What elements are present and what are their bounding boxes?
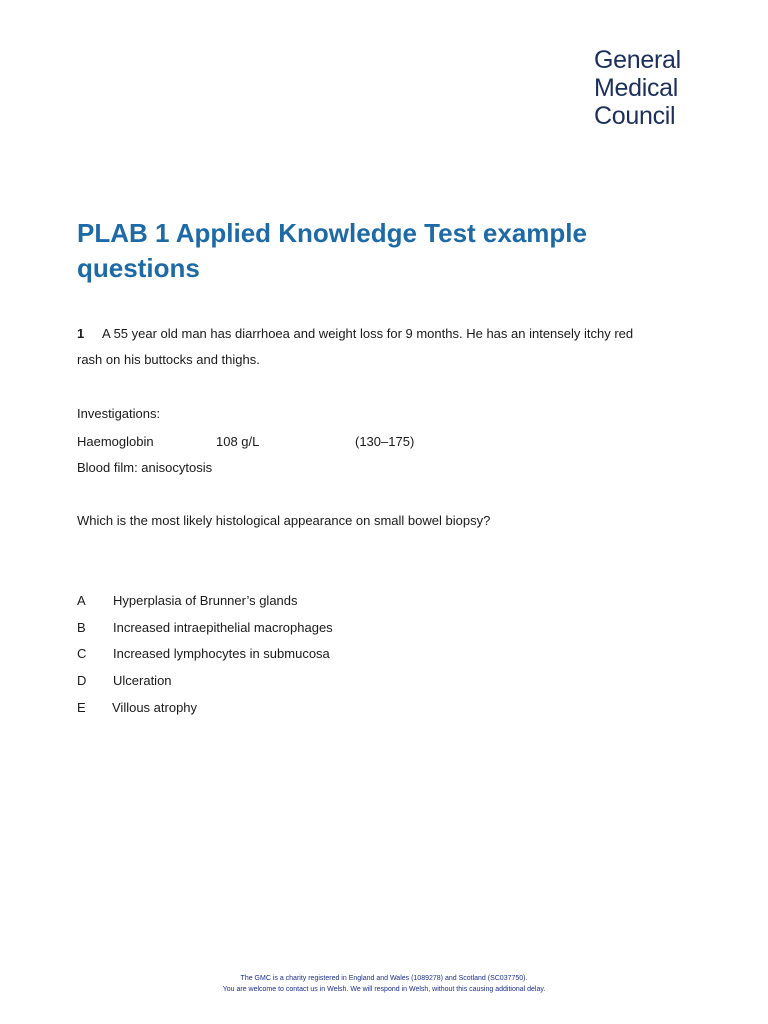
answer-option-a[interactable]	[77, 588, 298, 614]
logo-line-medical: Medical	[594, 74, 679, 102]
option-letter: E	[77, 700, 86, 715]
option-text: Villous atrophy	[112, 700, 198, 715]
option-text: Hyperplasia of Brunner’s glands	[113, 593, 298, 608]
option-letter: B	[77, 620, 86, 635]
question-number: 1	[77, 326, 85, 341]
logo-line-general: General	[594, 46, 681, 74]
answer-option-e[interactable]	[77, 695, 197, 721]
option-text: Increased intraepithelial macrophages	[113, 620, 333, 635]
footer-welsh-line: You are welcome to contact us in Welsh. We will respond in Welsh, without this causing additional delay.	[222, 986, 546, 993]
gmc-logo	[594, 46, 681, 130]
footer	[0, 973, 768, 995]
answer-option-b[interactable]	[77, 615, 333, 641]
lab-result-row	[77, 429, 477, 455]
lab-test-value: 108 g/L	[216, 434, 260, 449]
answer-option-c[interactable]	[77, 641, 330, 667]
blood-film-result: Blood film: anisocytosis	[77, 460, 213, 475]
option-letter: C	[77, 646, 87, 661]
page-title: PLAB 1 Applied Knowledge Test example questions	[77, 218, 587, 283]
option-text: Increased lymphocytes in submucosa	[113, 646, 330, 661]
question-stem-text-1: A 55 year old man has diarrhoea and weight loss for 9 months. He has an intensely itchy red	[102, 326, 634, 341]
logo-line-council: Council	[594, 102, 676, 130]
question-stem-line-2: rash on his buttocks and thighs.	[77, 352, 260, 367]
answer-option-d[interactable]	[77, 668, 172, 694]
option-letter: A	[77, 593, 86, 608]
footer-charity-line: The GMC is a charity registered in England and Wales (1089278) and Scotland (SC037750).	[240, 975, 528, 982]
question-stem-line-1	[77, 321, 633, 347]
option-letter: D	[77, 673, 87, 688]
lab-test-name: Haemoglobin	[77, 434, 154, 449]
lab-reference-range: (130–175)	[355, 434, 415, 449]
option-text: Ulceration	[113, 673, 172, 688]
question-prompt: Which is the most likely histological appearance on small bowel biopsy?	[77, 513, 491, 528]
investigations-heading: Investigations:	[77, 406, 161, 421]
